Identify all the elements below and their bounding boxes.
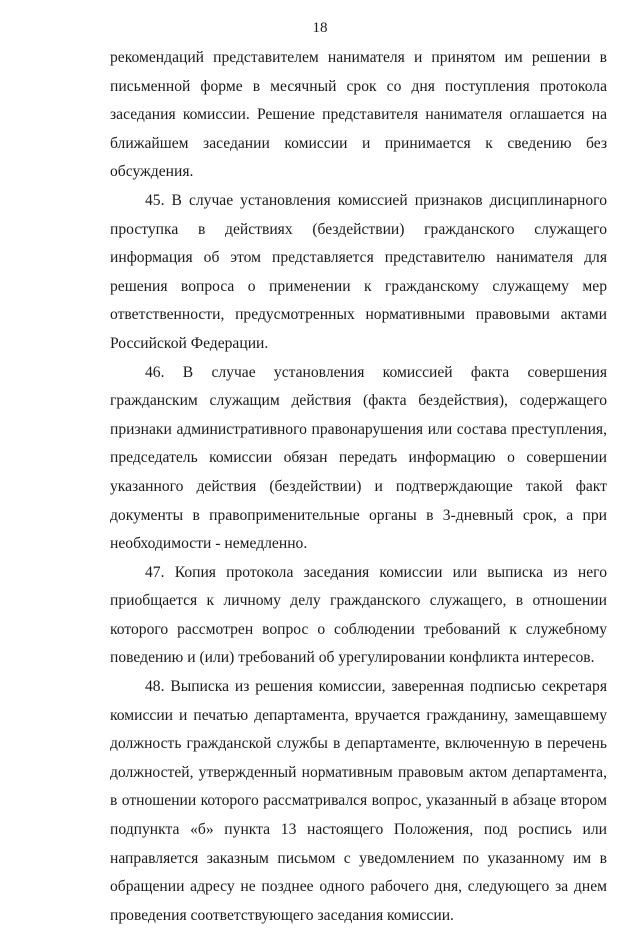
paragraph-46: 46. В случае установления комиссией факта совершения гражданским служащим действия (факта бездействия), содержащего признаки административного правонарушения или состава преступления, председатель комиссии обязан передать информацию о совершении указанного действия (бездействии) и подтверждающие такой факт документы в правоприменительные органы в 3-дневный срок, а при необходимости - немедленно. [110, 363, 607, 553]
paragraph-47: 47. Копия протокола заседания комиссии или выписка из него приобщается к личному делу гражданского служащего, в отношении которого рассмотрен вопрос о соблюдении требований к служебному поведению и (или) требований об урегулировании конфликта интересов. [110, 563, 607, 667]
paragraph-48: 48. Выписка из решения комиссии, заверенная подписью секретаря комиссии и печатью департамента, вручается гражданину, замещавшему должность гражданской службы в департаменте, включенную в перечень должностей, утвержденный нормативным правовым актом департамента, в отношении которого рассматривался вопрос, указанный в абзаце втором подпункта «б» пункта 13 настоящего Положения, под роспись или направляется заказным письмом с уведомлением по указанному им в обращении адресу не позднее одного рабочего дня, следующего за днем проведения соответствующего заседания комиссии. [110, 678, 607, 924]
page-number: 18 [312, 20, 328, 36]
document-body [110, 44, 607, 930]
paragraph-45: 45. В случае установления комиссией признаков дисциплинарного проступка в действиях (бездействии) гражданского служащего информация об этом представляется представителю нанимателя для решения вопроса о применении к гражданскому служащему мер ответственности, предусмотренных нормативными правовыми актами Российской Федерации. [110, 191, 607, 352]
paragraph-continuation: рекомендаций представителем нанимателя и принятом им решении в письменной форме в месячный срок со дня поступления протокола заседания комиссии. Решение представителя нанимателя оглашается на ближайшем заседании комиссии и принимается к сведению без обсуждения. [110, 49, 607, 181]
